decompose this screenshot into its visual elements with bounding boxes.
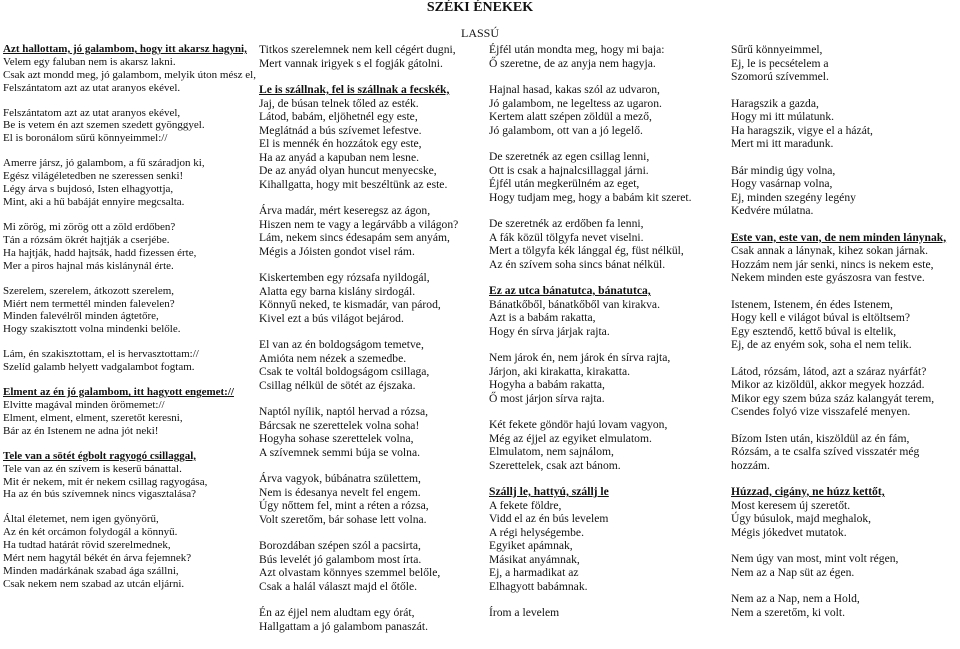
lyric-line: Azt is a babám rakatta, <box>489 311 596 324</box>
lyric-line: Mikor egy szem búza száz kalangyát terem, <box>731 391 935 405</box>
lyric-line: Szerettelek, csak azt bánom. <box>489 458 621 472</box>
lyric-line: Ott is csak a hajnalcsillaggal járni. <box>489 163 649 177</box>
lyric-line: Mert mi itt maradunk. <box>731 137 834 150</box>
section-subtitle: LASSÚ <box>460 26 499 40</box>
stanza <box>3 157 255 208</box>
lyric-line: Tán a rózsám ökrét hajtják a cserjébe. <box>3 233 170 246</box>
lyric-line: Be is vetem én azt szemen szedett gyönggyel. <box>3 119 205 132</box>
lyric-line: Hallgattam a jó galambom panaszát. <box>259 619 429 633</box>
lyric-line: Csak te voltál boldogságom csillaga, <box>259 365 430 378</box>
lyric-line: Az én két orcámon folydogál a könnyű. <box>3 526 178 539</box>
stanza <box>731 231 959 285</box>
lyric-line: Mer a piros hajnal más kislánynál érte. <box>3 259 174 272</box>
lyric-line: Alatta egy barna kislány sirdogál. <box>259 284 416 298</box>
lyric-line: Borozdában szépen szól a pacsirta, <box>259 539 421 552</box>
lyric-line: Bánatkőből, bánatkőből van kirakva. <box>489 297 660 311</box>
lyric-line: Amióta nem nézek a szemedbe. <box>259 351 407 365</box>
stanza <box>259 539 487 593</box>
lyric-line: Ha az anyád a kapuban nem lesne. <box>259 150 419 164</box>
stanza <box>259 271 487 325</box>
lyric-line: De szeretnék az egen csillag lenni, <box>489 150 650 163</box>
lyric-line: Elment, elment, elment, szeretőt keresni, <box>3 411 183 424</box>
lyric-line: Mért nem hagytál békét én árva fejemnek? <box>3 552 192 564</box>
lyric-line: Csak a halál választ majd el őtőle. <box>259 579 418 593</box>
lyric-line: Hozzám nem jár senki, nincs is nekem este, <box>731 257 934 271</box>
lyric-line: Mikor az kizöldül, akkor megyek hozzád. <box>731 378 925 391</box>
lyric-line: Úgy nőttem fel, mint a réten a rózsa, <box>259 499 429 512</box>
song-heading: Azt hallottam, jó galambom, hogy itt akarsz hagyni, <box>3 43 247 55</box>
lyric-line: Ej, minden szegény legény <box>731 190 856 204</box>
lyric-line: A szívemnek semmi búja se volna. <box>259 445 420 459</box>
song-heading: Ez az utca bánatutca, bánatutca, <box>489 284 651 297</box>
lyrics-column-3 <box>489 43 729 633</box>
lyric-line: De szeretnék az erdőben fa lenni, <box>489 217 644 230</box>
stanza <box>731 552 959 579</box>
stanza <box>489 606 729 620</box>
lyric-line: Minden falevélről minden ágtetőre, <box>3 310 159 323</box>
lyric-line: Nekem minden este gyászosra van festve. <box>731 271 925 284</box>
lyric-line: Jó galambom, ott van a jó legelő. <box>489 123 643 137</box>
lyric-line: Látod, babám, eljöhetnél egy este, <box>259 110 418 123</box>
song-heading: Húzzad, cigány, ne húzz kettőt, <box>731 485 885 498</box>
stanza <box>3 285 255 336</box>
lyric-line: Lám, nekem sincs édesapám sem anyám, <box>259 231 450 244</box>
stanza <box>489 150 729 204</box>
lyric-line: Naptól nyílik, naptól hervad a rózsa, <box>259 405 429 418</box>
lyric-line: Könnyű neked, te kismadár, van párod, <box>259 298 441 311</box>
stanza <box>731 365 959 419</box>
stanza <box>3 450 255 501</box>
lyric-line: Szomorú szívemmel. <box>731 70 829 83</box>
lyric-line: Mint, aki a hű babáját ennyire megcsalta. <box>3 195 185 208</box>
lyric-line: Sűrű könnyeimmel, <box>731 43 823 56</box>
lyric-line: Most keresem új szeretőt. <box>731 498 851 512</box>
lyric-line: El is boronálom sűrű könnyeimmel:// <box>3 132 168 145</box>
lyric-line: Az én szívem soha sincs bánat nélkül. <box>489 257 666 271</box>
lyric-line: Nem úgy van most, mint volt régen, <box>731 552 899 565</box>
lyric-line: Hogy szakisztott volna mindenki belőle. <box>3 323 181 336</box>
lyric-line: Hogy vasárnap volna, <box>731 177 833 190</box>
stanza <box>489 485 729 593</box>
lyric-line: Mégis jókedvet mutatok. <box>731 525 847 539</box>
page-title: SZÉKI ÉNEKEK <box>426 0 534 15</box>
stanza <box>259 338 487 392</box>
lyric-line: Szelíd galamb helyett vadgalambot fogtam. <box>3 361 195 374</box>
stanza <box>259 472 487 526</box>
song-heading: Szállj le, hattyú, szállj le <box>489 485 609 498</box>
lyric-line: Kihallgatta, hogy mit beszéltünk az este. <box>259 177 448 191</box>
lyric-line: Szerelem, szerelem, átkozott szerelem, <box>3 284 175 297</box>
lyric-line: Mit ér nekem, mit ér nekem csillag ragyogása, <box>3 475 208 488</box>
lyric-line: Felszántatom azt az utat aranyos ekével. <box>3 81 181 94</box>
stanza <box>731 485 959 539</box>
lyric-line: Kivel ezt a bús világot bejárod. <box>259 311 404 325</box>
lyrics-column-4 <box>731 43 959 632</box>
lyric-line: Hajnal hasad, kakas szól az udvaron, <box>489 83 660 96</box>
lyric-line: Ha tudtad határát rövid szerelmednek, <box>3 539 171 552</box>
lyric-line: Kertem alatt szépen zöldül a mező, <box>489 110 652 123</box>
lyric-line: Vidd el az én bús levelem <box>489 512 609 525</box>
lyric-line: El is mennék én hozzátok egy este, <box>259 137 422 150</box>
lyric-line: Csak nekem nem szabad az utcán eljárni. <box>3 577 185 590</box>
lyric-line: Ej, a harmadikat az <box>489 566 579 579</box>
stanza <box>489 418 729 472</box>
lyric-line: Kiskertemben egy rózsafa nyildogál, <box>259 271 430 284</box>
stanza <box>3 386 255 437</box>
stanza <box>731 592 959 619</box>
lyric-line: Csak annak a lánynak, kihez sokan járnak. <box>731 244 929 257</box>
stanza <box>3 513 255 590</box>
lyric-line: Volt szeretőm, bár sohase lett volna. <box>259 512 427 526</box>
song-heading: Este van, este van, de nem minden lánynak, <box>731 230 947 244</box>
lyric-line: Mégis a Jóisten gondot visel rám. <box>259 244 415 258</box>
lyric-line: Hiszen nem te vagy a legárvább a világon? <box>259 217 459 231</box>
stanza <box>3 221 255 272</box>
lyric-line: Istenem, Istenem, én édes Istenem, <box>731 297 893 311</box>
lyric-line: Két fekete göndör hajú lovam vagyon, <box>489 418 668 431</box>
lyric-line: Velem egy faluban nem is akarsz lakni. <box>3 55 176 68</box>
lyric-line: Rózsám, a te csalfa szíved visszatér még <box>731 445 920 458</box>
lyric-line: Csendes folyó vize visszafelé menyen. <box>731 405 911 418</box>
lyric-line: Másikat anyámnak, <box>489 552 580 566</box>
stanza <box>489 43 729 70</box>
lyric-line: De az anyád olyan huncut menyecske, <box>259 164 437 177</box>
lyric-line: Írom a levelem <box>489 606 560 619</box>
lyric-line: Egy esztendő, kettő búval is eltelik, <box>731 324 897 338</box>
lyric-line: Mert a tölgyfa kék lánggal ég, füst nélkül, <box>489 244 684 257</box>
stanza <box>259 204 487 258</box>
lyric-line: Jaj, de búsan telnek tőled az esték. <box>259 96 419 110</box>
stanza <box>489 284 729 338</box>
lyric-line: Nem járok én, nem járok én sírva rajta, <box>489 351 671 364</box>
lyric-line: Látod, rózsám, látod, azt a száraz nyárfát? <box>731 364 927 378</box>
lyric-line: Árva madár, mért keseregsz az ágon, <box>259 204 431 217</box>
lyric-line: Bús levelét jó galambom most írta. <box>259 552 422 566</box>
lyric-line: Hogy én sírva járjak rajta. <box>489 324 610 338</box>
song-heading: Tele van a sötét égbolt ragyogó csillaggal, <box>3 449 196 462</box>
lyric-line: Nem az a Nap süt az égen. <box>731 565 855 579</box>
stanza <box>731 432 959 473</box>
lyric-line: Nem az a Nap, nem a Hold, <box>731 592 860 605</box>
lyric-line: Ő szeretne, de az anyja nem hagyja. <box>489 56 656 70</box>
stanza <box>3 43 255 94</box>
stanza <box>731 298 959 352</box>
lyric-line: Csillag nélkül de sötét az éjszaka. <box>259 378 416 392</box>
lyric-line: Ej, de az enyém sok, soha el nem telik. <box>731 338 912 351</box>
lyric-line: Árva vagyok, búbánatra születtem, <box>259 472 421 485</box>
stanza <box>731 43 959 84</box>
stanza <box>259 83 487 191</box>
lyric-line: Ej, le is pecsételem a <box>731 56 829 70</box>
lyric-line: Hogy tudjam meg, hogy a babám kit szeret. <box>489 190 692 204</box>
lyric-line: Éjfél után mondta meg, hogy mi baja: <box>489 43 665 56</box>
lyric-line: A fekete földre, <box>489 498 562 512</box>
lyric-line: Nem is édesanya nevelt fel engem. <box>259 485 421 499</box>
lyric-line: Egyiket apámnak, <box>489 539 573 552</box>
stanza <box>3 348 255 374</box>
lyric-line: Csak azt mondd meg, jó galambom, melyik úton mész el, <box>3 68 256 81</box>
lyric-line: Tele van az én szívem is keserű bánattal. <box>3 462 182 475</box>
lyric-line: Ő most járjon sírva rajta. <box>489 391 605 405</box>
lyric-line: Nem a szeretőm, ki volt. <box>731 605 845 619</box>
stanza <box>489 217 729 271</box>
lyric-line: Mi zörög, mi zörög ott a zöld erdőben? <box>3 221 176 234</box>
stanza <box>731 164 959 218</box>
lyric-line: Elmulatom, nem sajnálom, <box>489 445 614 458</box>
lyric-line: Felszántatom azt az utat aranyos ekével, <box>3 106 181 119</box>
lyric-line: Ha az én bús szívemnek nincs vigasztalása? <box>3 488 197 501</box>
lyric-line: Lám, én szakisztottam, el is hervasztottam:// <box>3 348 199 361</box>
lyric-line: Bárcsak ne szerettelek volna soha! <box>259 418 420 432</box>
lyric-line: Kedvére múlatna. <box>731 204 814 217</box>
lyrics-column-2 <box>259 43 487 646</box>
lyric-line: Egész világéletedben ne szeressen senki! <box>3 170 184 183</box>
stanza <box>259 606 487 633</box>
lyric-line: Bár az én Istenem ne adna jót neki! <box>3 424 159 437</box>
lyric-line: Légy árva s bujdosó, Isten elhagyottja, <box>3 183 174 196</box>
lyric-line: Járjon, aki kirakatta, kirakatta. <box>489 364 630 378</box>
stanza <box>489 351 729 405</box>
lyric-line: Hogy kell e világot búval is eltöltsem? <box>731 311 911 324</box>
lyric-line: Még az éjjel az egyiket elmulatom. <box>489 431 652 445</box>
lyric-line: Hogyha sohase szerettelek volna, <box>259 432 414 445</box>
lyric-line: Mert vannak irigyek s el fogják gátolni. <box>259 56 443 70</box>
lyric-line: Bár mindig úgy volna, <box>731 163 836 177</box>
lyric-line: Éjfél után megkerülném az eget, <box>489 177 640 190</box>
lyric-line: A régi helységembe. <box>489 525 584 539</box>
stanza <box>3 107 255 146</box>
song-heading: Elment az én jó galambom, itt hagyott engemet:// <box>3 386 234 399</box>
stanza <box>731 97 959 151</box>
lyric-line: Elhagyott babámnak. <box>489 579 588 593</box>
stanza <box>259 43 487 70</box>
lyric-line: Azt olvastam könnyes szemmel belőle, <box>259 566 441 579</box>
lyric-line: Én az éjjel nem aludtam egy órát, <box>259 606 415 619</box>
lyric-line: Hogy mi itt múlatunk. <box>731 110 835 123</box>
lyric-line: A fák közül tölgyfa nevet viselni. <box>489 230 644 244</box>
stanza <box>259 405 487 459</box>
lyric-line: Minden madárkának szabad ága szállni, <box>3 564 179 577</box>
stanza <box>489 83 729 137</box>
lyric-line: Hogyha a babám rakatta, <box>489 378 605 391</box>
lyric-line: Jó galambom, ne legeltess az ugaron. <box>489 96 662 110</box>
lyrics-column-1 <box>3 43 255 603</box>
lyric-line: Elvitte magával minden örömemet:// <box>3 399 165 412</box>
lyric-line: Amerre jársz, jó galambom, a fű száradjon ki, <box>3 157 205 170</box>
lyric-line: hozzám. <box>731 458 770 472</box>
lyric-line: Meglátnád a bús szívemet lefestve. <box>259 123 422 137</box>
lyric-line: El van az én boldogságom temetve, <box>259 338 424 351</box>
song-heading: Le is szállnak, fel is szállnak a fecskék, <box>259 83 450 96</box>
lyric-line: Titkos szerelemnek nem kell cégért dugni, <box>259 43 456 56</box>
lyric-line: Úgy búsulok, majd meghalok, <box>731 512 872 525</box>
lyric-line: Miért nem termettél minden falevelen? <box>3 297 175 310</box>
lyric-line: Bízom Isten után, kiszöldül az én fám, <box>731 431 910 445</box>
lyric-line: Haragszik a gazda, <box>731 96 819 110</box>
lyric-line: Által életemet, nem igen gyönyörű, <box>3 513 159 526</box>
lyric-line: Ha hajtják, hadd hajtsák, hadd fizessen érte, <box>3 246 197 259</box>
lyric-line: Ha haragszik, vigye el a házát, <box>731 123 873 137</box>
